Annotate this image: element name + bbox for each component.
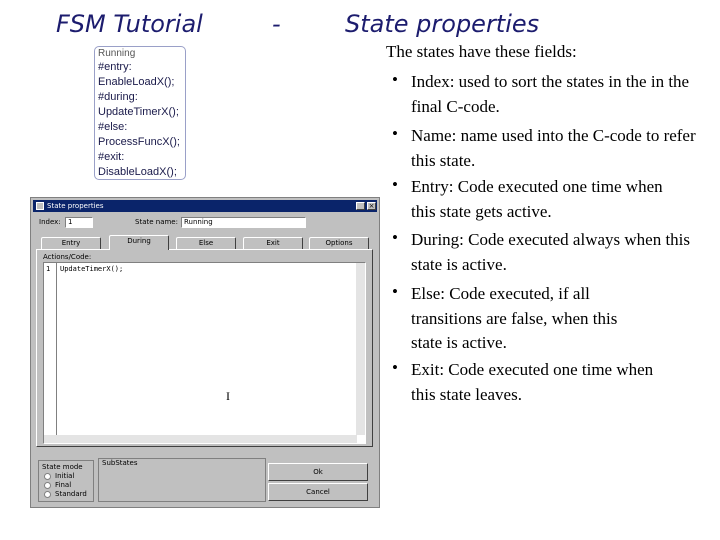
bullet: • bbox=[392, 175, 398, 194]
horizontal-scrollbar[interactable] bbox=[44, 435, 357, 443]
state-line: #entry: bbox=[98, 61, 132, 73]
dialog-title: State properties bbox=[47, 202, 104, 210]
substates-label: SubStates bbox=[102, 459, 138, 467]
line-number: 1 bbox=[46, 265, 51, 273]
radio-initial[interactable] bbox=[44, 473, 51, 480]
actions-label: Actions/Code: bbox=[43, 253, 92, 261]
code-line: UpdateTimerX(); bbox=[60, 265, 124, 273]
radio-final[interactable] bbox=[44, 482, 51, 489]
radio-final-label: Final bbox=[55, 481, 72, 489]
state-name-field[interactable]: Running bbox=[181, 217, 306, 228]
bullet-item-else: Else: Code executed, if all transitions are false, when this state is active. bbox=[411, 284, 618, 352]
slide-title: FSM Tutorial bbox=[56, 10, 203, 38]
bullet: • bbox=[392, 228, 398, 247]
vertical-scrollbar[interactable] bbox=[356, 263, 365, 435]
state-mode-label: State mode bbox=[42, 463, 83, 471]
cancel-button[interactable]: Cancel bbox=[268, 483, 368, 501]
state-line: #else: bbox=[98, 121, 128, 133]
slide-subtitle: State properties bbox=[345, 10, 540, 38]
tab-entry[interactable]: Entry bbox=[41, 237, 101, 249]
title-separator: - bbox=[272, 10, 281, 38]
tab-during[interactable]: During bbox=[109, 235, 169, 250]
tab-panel-during bbox=[36, 249, 373, 447]
bullet-item-exit: Exit: Code executed one time when this state leaves. bbox=[411, 360, 654, 404]
state-line: EnableLoadX(); bbox=[98, 76, 175, 88]
bullet-item-name: Name: name used into the C-code to refer this state. bbox=[411, 126, 696, 170]
substates-group bbox=[98, 458, 266, 502]
gutter-divider bbox=[56, 263, 57, 443]
app-icon bbox=[36, 202, 44, 210]
bullet: • bbox=[392, 358, 398, 377]
bullet-item-index: Index: used to sort the states in the in the final C-code. bbox=[411, 72, 690, 116]
index-field[interactable]: 1 bbox=[65, 217, 93, 228]
state-line: #during: bbox=[98, 91, 138, 103]
state-mode-group bbox=[38, 460, 94, 502]
tab-else[interactable]: Else bbox=[176, 237, 236, 249]
state-line: UpdateTimerX(); bbox=[98, 106, 179, 118]
state-properties-dialog bbox=[30, 197, 380, 508]
bullet-item-entry: Entry: Code executed one time when this state gets active. bbox=[411, 177, 663, 221]
tab-options[interactable]: Options bbox=[309, 237, 369, 249]
bullet: • bbox=[392, 282, 398, 301]
index-label: Index: bbox=[39, 218, 61, 226]
bullet-item-during: During: Code executed always when this state is active. bbox=[411, 230, 691, 274]
bullet: • bbox=[392, 124, 398, 143]
close-icon[interactable]: × bbox=[368, 202, 375, 210]
radio-standard-label: Standard bbox=[55, 490, 87, 498]
dialog-titlebar[interactable] bbox=[33, 200, 377, 212]
bullet: • bbox=[392, 70, 398, 89]
state-line: ProcessFuncX(); bbox=[98, 136, 180, 148]
text-cursor-icon: I bbox=[226, 389, 230, 403]
notes-intro: The states have these fields: bbox=[386, 42, 577, 61]
ok-button[interactable]: Ok bbox=[268, 463, 368, 481]
code-editor[interactable] bbox=[43, 262, 366, 444]
state-name-label: State name: bbox=[135, 218, 178, 226]
radio-standard[interactable] bbox=[44, 491, 51, 498]
state-node-running[interactable] bbox=[94, 46, 186, 180]
tab-exit[interactable]: Exit bbox=[243, 237, 303, 249]
state-line: DisableLoadX(); bbox=[98, 166, 177, 178]
radio-initial-label: Initial bbox=[55, 472, 75, 480]
minimize-icon[interactable] bbox=[356, 202, 365, 210]
state-line: #exit: bbox=[98, 151, 125, 163]
state-node-name: Running bbox=[98, 48, 136, 59]
